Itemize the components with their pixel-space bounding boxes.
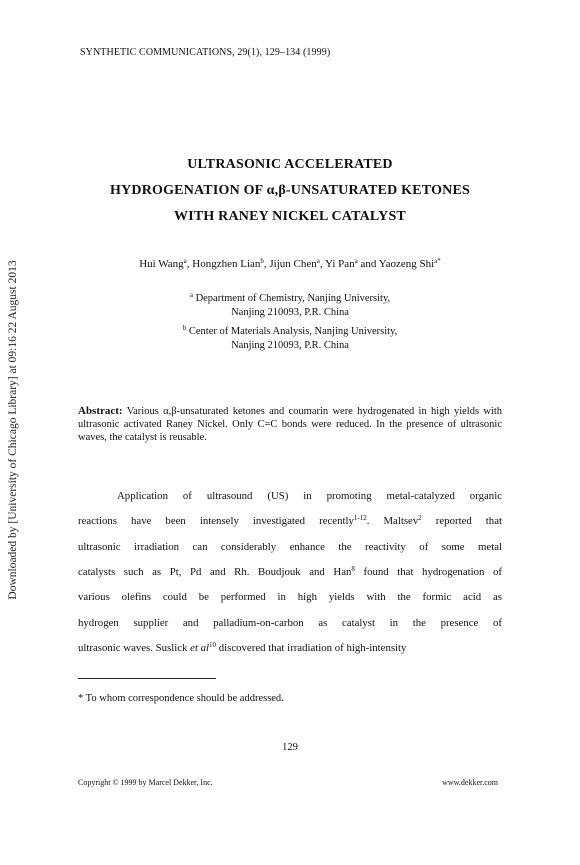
footnote-divider xyxy=(78,678,216,679)
author-affil-mark: a xyxy=(183,257,187,265)
author-affil-mark: a* xyxy=(434,257,441,265)
body-line: Application of ultrasound (US) in promoting metal-catalyzed organic xyxy=(117,490,502,502)
journal-header: SYNTHETIC COMMUNICATIONS, 29(1), 129–134 (1999) xyxy=(80,47,331,58)
title-line-2: HYDROGENATION OF α,β-UNSATURATED KETONES xyxy=(109,183,470,198)
author-affil-mark: b xyxy=(260,257,264,265)
publisher-website: www.dekker.com xyxy=(442,778,498,787)
affiliation-line: Department of Chemistry, Nanjing University, xyxy=(195,293,391,304)
body-line: various olefins could be performed in high yields with the formic acid as xyxy=(78,591,502,603)
body-line: catalysts such as Pt, Pd and Rh. Boudjouk and Han$^8$ found that hydrogenation of xyxy=(78,565,502,578)
abstract-text: Various α,β-unsaturated ketones and coumarin were hydrogenated in high yields with ultrasonic activated Raney Nickel. Only C=C bonds were reduced. In the presence of ultrasonic waves, the catalyst is reusable. xyxy=(78,406,502,443)
author-affil-mark: a xyxy=(316,257,320,265)
affiliation-mark: b xyxy=(182,324,187,332)
author-name: Hui Wang xyxy=(139,258,184,270)
author-name: Yaozeng Shi xyxy=(378,258,435,270)
body-line: ultrasonic irradiation can considerably enhance the reactivity of some metal xyxy=(78,541,502,553)
affiliation-mark: a xyxy=(189,291,193,299)
footnote: * To whom correspondence should be addressed. xyxy=(78,693,284,704)
download-note: Downloaded by [University of Chicago Library] at 09:16 22 August 2013 xyxy=(7,260,19,600)
body-line: reactions have been intensely investigated recently$^{1-12}$. Maltsev$^2$ reported that xyxy=(78,514,502,527)
abstract xyxy=(78,405,502,444)
body-line: ultrasonic waves. Suslick et $al^{10}$ discovered that irradiation of high-intensity xyxy=(78,641,407,654)
author-name: Hongzhen Lian xyxy=(192,258,261,270)
title-line-1: ULTRASONIC ACCELERATED xyxy=(187,157,393,172)
affiliation-line: Nanjing 210093, P.R. China xyxy=(231,340,349,351)
affiliation-line: Nanjing 210093, P.R. China xyxy=(231,307,349,318)
author-affil-mark: a xyxy=(354,257,358,265)
affiliation-line: Center of Materials Analysis, Nanjing University, xyxy=(188,326,398,337)
body-line: hydrogen supplier and palladium-on-carbon as catalyst in the presence of xyxy=(78,617,502,629)
page-number: 129 xyxy=(282,742,298,753)
title-line-3: WITH RANEY NICKEL CATALYST xyxy=(174,209,406,224)
author-name: Jijun Chen xyxy=(269,258,317,270)
copyright-notice: Copyright © 1999 by Marcel Dekker, Inc. xyxy=(78,778,213,787)
author-list: Hui Wang$^a$, Hongzhen Lian$^b$, Jijun Chen$^a$, Yi Pan$^a$ and Yaozeng Shi$^{a*}$ xyxy=(139,257,441,270)
affiliation-b xyxy=(0,325,580,353)
download-watermark xyxy=(2,230,24,630)
author-name: Yi Pan xyxy=(324,258,355,270)
affiliation-a xyxy=(0,292,580,320)
abstract-label: Abstract: xyxy=(78,405,123,417)
